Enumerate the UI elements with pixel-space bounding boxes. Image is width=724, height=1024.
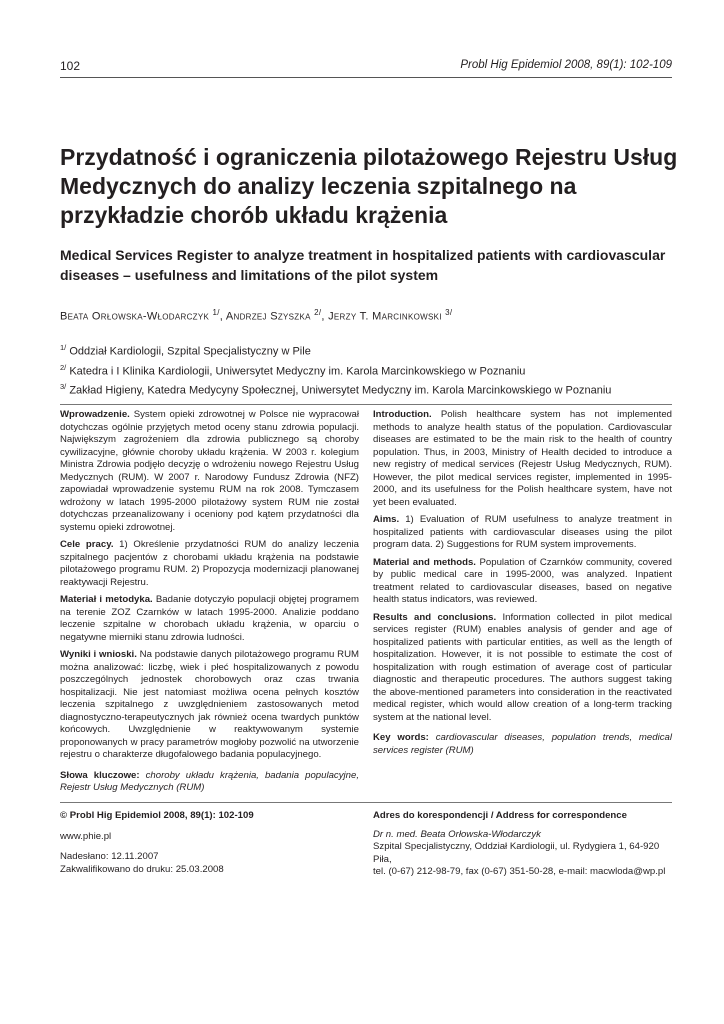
abstract-section	[373, 557, 672, 607]
correspondence-heading: Adres do korespondencji / Address for correspondence	[373, 810, 627, 821]
affiliation-text: Katedra i I Klinika Kardiologii, Uniwersytet Medyczny im. Karola Marcinkowskiego w Poznaniu	[66, 365, 526, 378]
section-heading: Aims.	[373, 514, 400, 525]
section-text: Na podstawie danych pilotażowego programu RUM można analizować: liczbę, wiek i płeć hospitalizowanych z powodu poszczególnych jednostek chorobowych oraz czas trwania hospitalizacji. Nie jest natomiast możliwa ocena pełnych kosztów leczenia szpitalnego z uwzględnieniem zastosowanych metod diagnostyczno-terapeutycznych jak również ocena twardych punktów końcowych. Uwzględnienie w reaktywowanym systemie proponowanych w pracy parametrów mogłoby pozwolić na utworzenie rejestru o charakterze długofalowego badania populacyjnego.	[60, 649, 359, 760]
copyright-citation: © Probl Hig Epidemiol 2008, 89(1): 102-109	[60, 810, 254, 821]
title-english: Medical Services Register to analyze treatment in hospitalized patients with cardiovascular diseases – usefulness and limitations of the pilot system	[60, 247, 666, 283]
section-heading: Results and conclusions.	[373, 611, 497, 623]
author-name: Andrzej Szyszka	[225, 310, 311, 323]
abstract-section	[60, 539, 359, 589]
abstract-section	[373, 514, 672, 552]
affiliation-ref: 3/	[60, 382, 67, 392]
received-date: Nadesłano: 12.11.2007	[60, 851, 159, 862]
affiliations	[60, 340, 680, 399]
footer-divider	[60, 802, 672, 803]
title-polish: Przydatność i ograniczenia pilotażowego Rejestru Usług Medycznych do analizy leczenia szpitalnego na przykładzie chorób układu krążenia	[60, 144, 678, 228]
section-text: Polish healthcare system has not implemented methods to analyze health status of the population. Cardiovascular diseases are estimated to be the main risk to the health of country population. Thus, in 2003, Ministry of Health decided to introduce a new registry of medical services (Rejestr Usług Medycznych, RUM). However, the pilot medical services register, implemented in 1995-2000, and its usefulness for the Polish healthcare system, have not yet been evaluated.	[373, 409, 672, 508]
section-text: Information collected in pilot medical services register (RUM) enables analysis of gender and age of hospitalized patients with particular entities, as well as the length of hospitalization. However, it is not possible to estimate the cost of hospitalization with rough estimation of average cost of particular diagnostic and therapeutic procedures. The authors suggest taking the above-mentioned parameters into consideration in the reactivated medical register, which would allow creation of a long-term tracking system at the national level.	[373, 611, 673, 723]
affiliation-ref: 1/	[60, 343, 67, 352]
accepted-date: Zakwalifikowano do druku: 25.03.2008	[60, 863, 224, 875]
abstract-section	[60, 409, 359, 534]
section-heading: Wyniki i wnioski.	[60, 649, 137, 660]
affiliation-ref: 2/	[60, 362, 67, 372]
page-number: 102	[60, 59, 81, 73]
keywords-heading: Key words:	[373, 732, 429, 743]
keywords-heading: Słowa kluczowe:	[60, 769, 140, 781]
section-text: Badanie dotyczyło populacji objętej programem na terenie ZOZ Czarnków w latach 1995-2000. Analizie poddano leczenie szpitalne w chorobach układu krążenia, w oparciu o negatywne mierniki stanu zdrowia ludności.	[60, 594, 359, 643]
section-heading: Material and methods.	[373, 556, 476, 568]
journal-reference: Probl Hig Epidemiol 2008, 89(1): 102-109	[460, 59, 672, 71]
keywords-text: choroby układu krążenia, badania populacyjne, Rejestr Usług Medycznych (RUM)	[60, 769, 359, 793]
abstract-divider	[60, 404, 672, 405]
section-text: System opieki zdrowotnej w Polsce nie wypracował dotychczas ogólnie przyjętych metod oceny stanu zdrowia populacji. Największym zagrożeniem dla zdrowia publicznego są choroby cywilizacyjne, głównie choroby układu krążenia. W 2003 r. kolegium Ministra Zdrowia podjęło decyzję o wdrożeniu nowego Rejestru Usług Medycznych (RUM). W 2007 r. Narodowy Fundusz Zdrowia (NFZ) zapowiadał wprowadzenie systemu RUM na rok 2008. Tymczasem wdrożony w latach 1995-2000 pilotażowy system RUM nie został dotychczas przeanalizowany i oceniony pod kątem przydatności dla systemu opieki zdrowotnej.	[60, 409, 359, 533]
publication-info	[60, 810, 350, 876]
affiliation-item	[60, 340, 680, 360]
correspondence-contact: tel. (0-67) 212-98-79, fax (0-67) 351-50-28, e-mail: macwloda@wp.pl	[373, 866, 666, 877]
keywords-english	[373, 732, 672, 757]
affiliation-item	[60, 379, 680, 399]
author-affil-ref: 2/	[314, 308, 322, 317]
abstract-polish	[60, 409, 359, 800]
correspondence-name: Dr n. med. Beata Orłowska-Włodarczyk	[373, 828, 541, 840]
section-text: 1) Evaluation of RUM usefulness to analyze treatment in hospitalized patients with cardiovascular diseases using the pilot program data. 2) Suggestions for RUM system improvements.	[373, 514, 672, 550]
keywords-text: cardiovascular diseases, population trends, medical services register (RUM)	[373, 732, 672, 756]
author-affil-ref: 1/	[212, 308, 220, 317]
header-divider	[60, 77, 672, 78]
abstract-section	[60, 649, 359, 762]
section-heading: Materiał i metodyka.	[60, 594, 153, 605]
affiliation-text: Oddział Kardiologii, Szpital Specjalistyczny w Pile	[66, 345, 311, 358]
author-name: Beata Orłowska-Włodarczyk	[60, 310, 210, 323]
keywords-polish	[60, 770, 359, 795]
author-name: Jerzy T. Marcinkowski	[328, 310, 442, 323]
journal-url: www.phie.pl	[60, 830, 112, 842]
abstract-english	[373, 409, 672, 762]
section-text: 1) Określenie przydatności RUM do analizy leczenia szpitalnego pacjentów z chorobami układu krążenia na podstawie pilotażowego programu RUM. 2) Propozycja modernizacji planowanej reaktywacji Rejestru.	[60, 539, 360, 588]
section-heading: Cele pracy.	[60, 539, 114, 550]
section-text: Population of Czarnków community, covered by public medical care in 1995-2000, was analyzed. Inpatient treatment related to cardiovascular diseases, based on negative health status indicators, was reviewed.	[373, 556, 672, 605]
section-heading: Introduction.	[373, 409, 432, 420]
abstract-section	[373, 612, 672, 725]
abstract-section	[373, 409, 672, 509]
correspondence-address: Szpital Specjalistyczny, Oddział Kardiologii, ul. Rydygiera 1, 64-920 Piła,	[373, 841, 660, 865]
author-list: Beata Orłowska-Włodarczyk $^{1/}$, Andrzej Szyszka $^{2/}$, Jerzy T. Marcinkowski $^{3/}$	[60, 308, 453, 323]
author-affil-ref: 3/	[445, 308, 453, 317]
section-heading: Wprowadzenie.	[60, 409, 130, 420]
abstract-section	[60, 594, 359, 644]
correspondence	[373, 810, 673, 879]
affiliation-item	[60, 360, 680, 380]
affiliation-text: Zakład Higieny, Katedra Medycyny Społecznej, Uniwersytet Medyczny im. Karola Marcinkowskiego w Poznaniu	[66, 384, 612, 397]
